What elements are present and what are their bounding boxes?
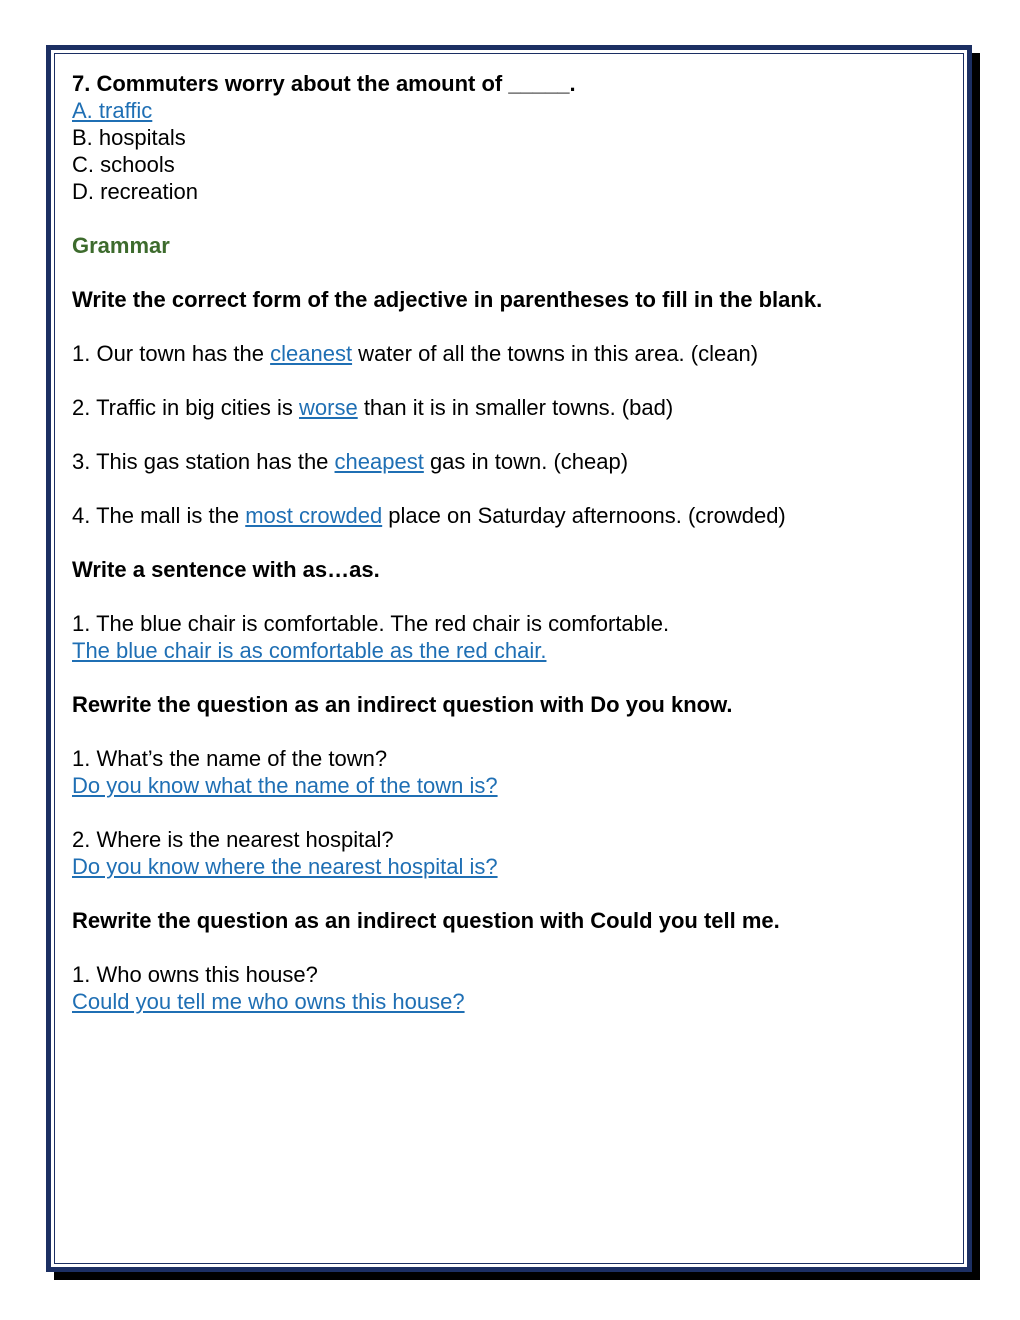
do-you-know-item-1-answer[interactable]: Do you know what the name of the town is? <box>72 773 498 798</box>
adjective-item-4-before: 4. The mall is the <box>72 503 246 528</box>
asas-instruction: Write a sentence with as…as. <box>72 557 380 582</box>
do-you-know-item-2-question: 2. Where is the nearest hospital? <box>72 827 394 852</box>
adjective-item-2-answer[interactable]: worse <box>299 395 358 420</box>
adjective-item-2-before: 2. Traffic in big cities is <box>72 395 300 420</box>
adjective-item-4 <box>72 502 952 529</box>
adjective-item-3-after: gas in town. (cheap) <box>423 449 629 474</box>
question-7-option-c: C. schools <box>72 152 175 177</box>
could-you-item-1-question: 1. Who owns this house? <box>72 962 318 987</box>
question-7-option-a-answer[interactable]: A. traffic <box>72 98 153 123</box>
adjective-item-1-after: water of all the towns in this area. (clean) <box>352 341 759 366</box>
do-you-know-instruction: Rewrite the question as an indirect question with Do you know. <box>72 692 733 717</box>
worksheet-content <box>72 70 952 1015</box>
adjective-item-1-answer[interactable]: cleanest <box>270 341 353 366</box>
adjective-item-3-before: 3. This gas station has the <box>72 449 335 474</box>
adjective-item-3 <box>72 448 952 475</box>
could-you-item-1-answer[interactable]: Could you tell me who owns this house? <box>72 989 465 1014</box>
adjective-item-2 <box>72 394 952 421</box>
adjective-item-2-after: than it is in smaller towns. (bad) <box>357 395 674 420</box>
could-you-instruction: Rewrite the question as an indirect question with Could you tell me. <box>72 908 780 933</box>
do-you-know-item-1-question: 1. What’s the name of the town? <box>72 746 388 771</box>
adjective-instruction: Write the correct form of the adjective in parentheses to fill in the blank. <box>72 287 823 312</box>
question-7-prompt: 7. Commuters worry about the amount of _____. <box>72 71 576 96</box>
adjective-item-1 <box>72 340 952 367</box>
adjective-item-3-answer[interactable]: cheapest <box>334 449 424 474</box>
adjective-item-1-before: 1. Our town has the <box>72 341 271 366</box>
asas-item-1-answer[interactable]: The blue chair is as comfortable as the red chair. <box>72 638 547 663</box>
adjective-item-4-answer[interactable]: most crowded <box>245 503 383 528</box>
asas-item-1-question: 1. The blue chair is comfortable. The red chair is comfortable. <box>72 611 670 636</box>
do-you-know-item-2-answer[interactable]: Do you know where the nearest hospital is? <box>72 854 498 879</box>
adjective-item-4-after: place on Saturday afternoons. (crowded) <box>382 503 786 528</box>
question-7-option-d: D. recreation <box>72 179 198 204</box>
grammar-section-title: Grammar <box>72 233 170 258</box>
question-7-option-b: B. hospitals <box>72 125 186 150</box>
